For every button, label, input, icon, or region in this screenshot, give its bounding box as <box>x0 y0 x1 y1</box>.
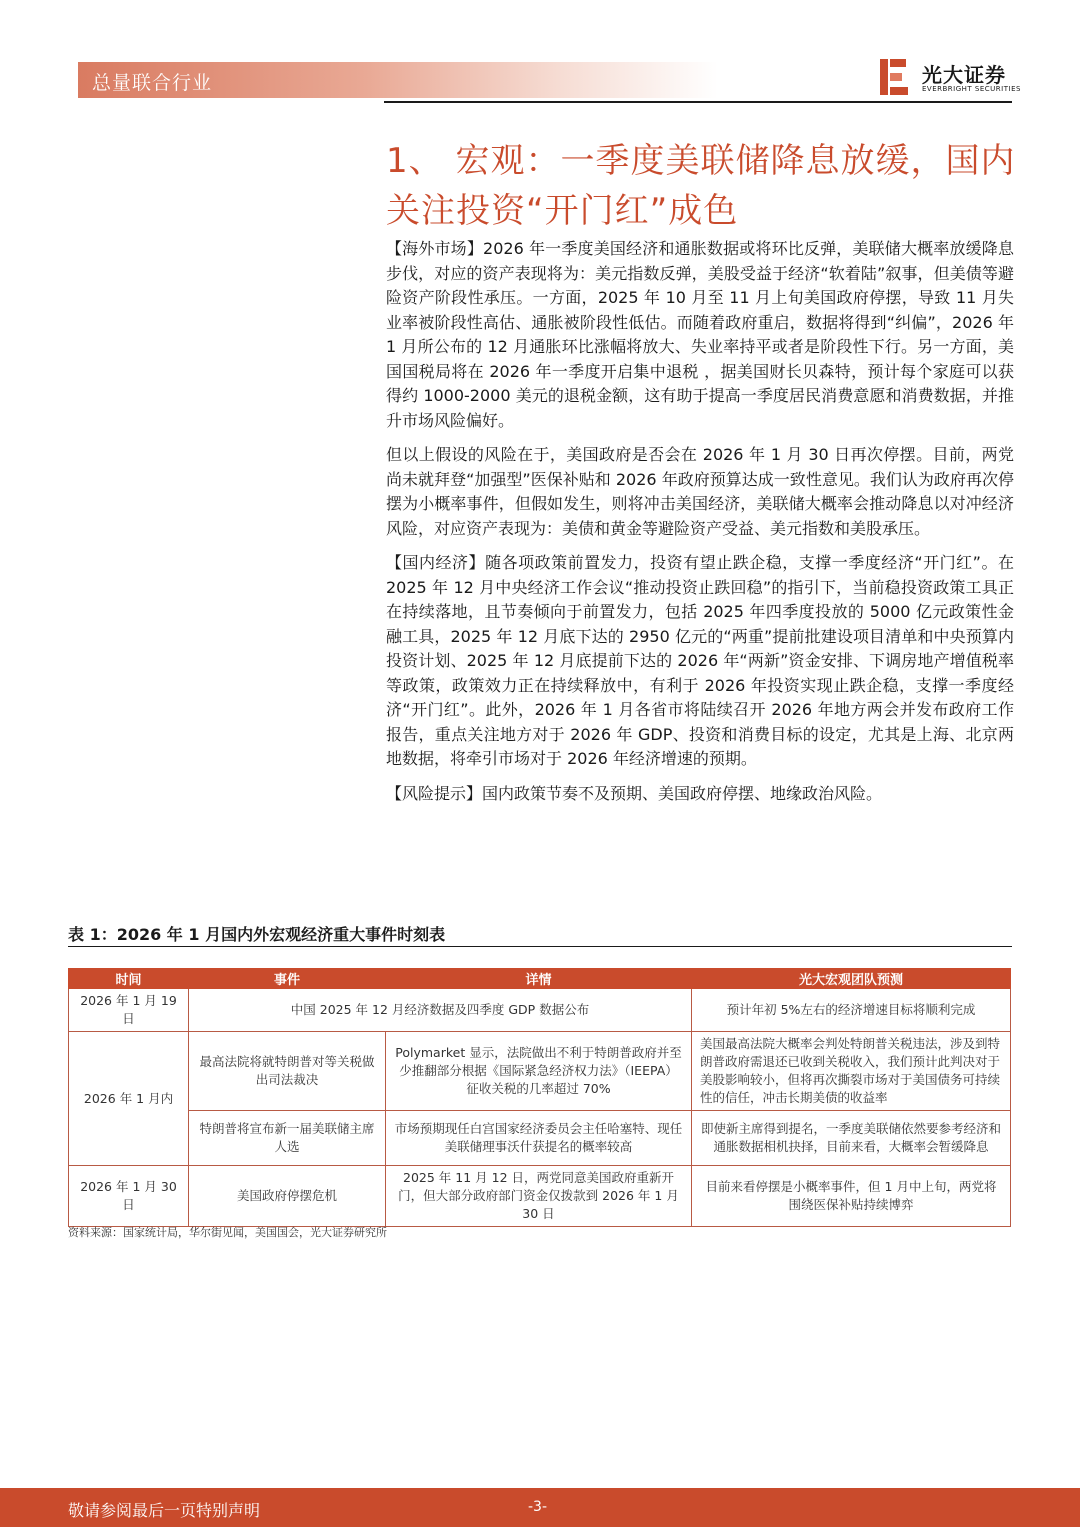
source-note: 资料来源：国家统计局，华尔街见闻，美国国会，光大证券研究所 <box>68 1226 387 1239</box>
logo-english-name: EVERBRIGHT SECURITIES <box>922 85 1021 93</box>
table-row <box>69 1166 1011 1227</box>
table-row <box>69 1032 1011 1111</box>
table-row <box>69 989 1011 1032</box>
cell-detail: 市场预期现任白宫国家经济委员会主任哈塞特、现任美联储理事沃什获提名的概率较高 <box>386 1111 692 1166</box>
cell-forecast: 即使新主席得到提名，一季度美联储依然要参考经济和通胀数据相机抉择，目前来看，大概率会暂缓降息 <box>692 1111 1011 1166</box>
cell-forecast: 美国最高法院大概率会判处特朗普关税违法，涉及到特朗普政府需退还已收到关税收入，我们预计此判决对于美股影响较小，但将再次撕裂市场对于美国债务可持续性的信任，冲击长期美债的收益率 <box>692 1032 1011 1111</box>
cell-event: 特朗普将宣布新一届美联储主席人选 <box>189 1111 386 1166</box>
section-title: 1、 宏观：一季度美联储降息放缓，国内关注投资“开门红”成色 <box>386 141 1016 231</box>
header-divider <box>384 101 1012 103</box>
everbright-logo-icon <box>878 57 912 97</box>
cell-time: 2026 年 1 月 30 日 <box>69 1166 189 1227</box>
page-number: -3- <box>528 1499 548 1515</box>
cell-forecast: 预计年初 5%左右的经济增速目标将顺利完成 <box>692 989 1011 1032</box>
table-header-row <box>69 969 1011 989</box>
paragraph-text: 但以上假设的风险在于，美国政府是否会在 2026 年 1 月 30 日再次停摆。目前，两党尚未就拜登“加强型”医保补贴和 2026 年政府预算达成一致性意见。我们认为政府再次停摆为小概率事件，但假如发生，则将冲击美国经济，美联储大概率会推动降息以对冲经济风险，对应资产表现为：美债和黄金等避险资产受益、美元指数和美股承压。 <box>386 445 1014 538</box>
cell-event: 中国 2025 年 12 月经济数据及四季度 GDP 数据公布 <box>189 989 692 1032</box>
events-table <box>68 968 1011 1227</box>
paragraph-text: 随各项政策前置发力，投资有望止跌企稳，支撑一季度经济“开门红”。在 2025 年 12 月中央经济工作会议“推动投资止跌回稳”的指引下，当前稳投资政策工具正在持续落地，且节奏倾向于前置发力，包括 2025 年四季度投放的 5000 亿元政策性金融工具，2025 年 12 月底下达的 2950 亿元的“两重”提前批建设项目清单和中央预算内投资计划、2025 年 12 月底提前下达的 2026 年“两新”资金安排、下调房地产增值税率等政策，政策效力正在持续释放中，有利于 2026 年投资实现止跌企稳，支撑一季度经济“开门红”。此外，2026 年 1 月各省市将陆续召开 2026 年地方两会并发布政府工作报告，重点关注地方对于 2026 年 GDP、投资和消费目标的设定，尤其是上海、北京两地数据，将牵引市场对于 2026 年经济增速的预期。 <box>386 553 1014 768</box>
table-caption: 表 1：2026 年 1 月国内外宏观经济重大事件时刻表 <box>68 925 446 944</box>
body-content <box>386 237 1014 816</box>
column-header-event: 事件 <box>189 969 386 989</box>
column-header-forecast: 光大宏观团队预测 <box>692 969 1011 989</box>
paragraph-tag: 【风险提示】 <box>386 783 483 803</box>
paragraph-tag: 【国内经济】 <box>386 553 486 572</box>
header-label: 总量联合行业 <box>92 72 213 94</box>
everbright-logo <box>878 57 1021 97</box>
paragraph-tag: 【海外市场】 <box>386 239 484 258</box>
footer-disclaimer: 敬请参阅最后一页特别声明 <box>68 1501 261 1520</box>
paragraph-risk-warning <box>386 782 1014 807</box>
cell-event: 最高法院将就特朗普对等关税做出司法裁决 <box>189 1032 386 1111</box>
cell-detail: Polymarket 显示，法院做出不利于特朗普政府并至少推翻部分根据《国际紧急经济权力法》（IEEPA）征收关税的几率超过 70% <box>386 1032 692 1111</box>
cell-event: 美国政府停摆危机 <box>189 1166 386 1227</box>
table-row <box>69 1111 1011 1166</box>
table-caption-rule <box>68 946 1012 947</box>
footer-bar <box>0 1488 1080 1527</box>
cell-detail: 2025 年 11 月 12 日，两党同意美国政府重新开门，但大部分政府部门资金仅拨款到 2026 年 1 月 30 日 <box>386 1166 692 1227</box>
column-header-detail: 详情 <box>386 969 692 989</box>
paragraph-risk-assumption <box>386 443 1014 541</box>
cell-forecast: 目前来看停摆是小概率事件，但 1 月中上旬，两党将围绕医保补贴持续博弈 <box>692 1166 1011 1227</box>
paragraph-text: 国内政策节奏不及预期、美国政府停摆、地缘政治风险。 <box>482 783 883 803</box>
paragraph-overseas <box>386 237 1014 433</box>
cell-time: 2026 年 1 月内 <box>69 1032 189 1166</box>
column-header-time: 时间 <box>69 969 189 989</box>
logo-name: 光大证券 <box>922 63 1006 87</box>
cell-time: 2026 年 1 月 19 日 <box>69 989 189 1032</box>
paragraph-domestic <box>386 551 1014 772</box>
paragraph-text: 2026 年一季度美国经济和通胀数据或将环比反弹，美联储大概率放缓降息步伐，对应的资产表现将为：美元指数反弹，美股受益于经济“软着陆”叙事，但美债等避险资产阶段性承压。一方面，2025 年 10 月至 11 月上旬美国政府停摆，导致 11 月失业率被阶段性高估、通胀被阶段性低估。而随着政府重启，数据将得到“纠偏”，2026 年 1 月所公布的 12 月通胀环比涨幅将放大、失业率持平或者是阶段性下行。另一方面，美国国税局将在 2026 年一季度开启集中退税 ，据美国财长贝森特，预计每个家庭可以获得约 1000-2000 美元的退税金额，这有助于提高一季度居民消费意愿和消费数据，并推升市场风险偏好。 <box>386 239 1014 430</box>
